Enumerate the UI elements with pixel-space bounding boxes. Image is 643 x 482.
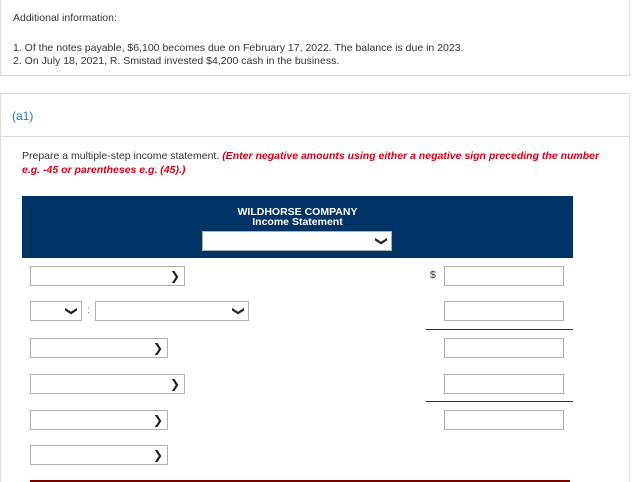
row-1-account-select[interactable]	[30, 266, 185, 286]
section-header	[0, 93, 630, 137]
company-name: WILDHORSE COMPANY	[237, 206, 358, 218]
row-5-account-select[interactable]	[30, 410, 168, 430]
chevron-right-icon: ❯	[152, 341, 163, 355]
row-2-account-select[interactable]	[95, 301, 249, 321]
chevron-down-icon: ❯	[64, 305, 79, 317]
instructions-note: (Enter negative amounts using either a negative sign preceding the number e.g. -45 or parentheses e.g. (45).)	[22, 150, 600, 176]
statement-period-select[interactable]	[202, 231, 392, 251]
instructions	[22, 149, 602, 177]
statement-title: Income Statement	[252, 216, 343, 228]
subtotal-rule	[426, 329, 573, 330]
currency-symbol: $	[430, 269, 436, 281]
row-3-account-select[interactable]	[30, 338, 168, 358]
row-5-amount-input[interactable]	[444, 410, 564, 430]
row-2-amount-input[interactable]	[444, 301, 564, 321]
instructions-text: Prepare a multiple-step income statement.	[22, 150, 220, 162]
row-2-prefix-select[interactable]	[30, 301, 82, 321]
section-label: (a1)	[12, 109, 34, 123]
colon-separator: :	[87, 305, 90, 316]
row-1-amount-input[interactable]	[444, 266, 564, 286]
row-3-amount-input[interactable]	[444, 338, 564, 358]
additional-information-panel	[0, 0, 630, 76]
row-4-account-select[interactable]	[30, 374, 185, 394]
row-6-account-select[interactable]	[30, 445, 168, 465]
chevron-right-icon: ❯	[152, 413, 163, 427]
chevron-down-icon: ❯	[231, 305, 246, 317]
additional-information-title: Additional information:	[13, 12, 117, 24]
info-item-1: 1. Of the notes payable, $6,100 becomes due on February 17, 2022. The balance is due in 2023.	[13, 42, 464, 54]
total-rule	[426, 401, 573, 402]
chevron-down-icon: ❯	[374, 235, 389, 247]
row-4-amount-input[interactable]	[444, 374, 564, 394]
chevron-right-icon: ❯	[152, 448, 163, 462]
info-item-2: 2. On July 18, 2021, R. Smistad invested $4,200 cash in the business.	[13, 55, 340, 67]
chevron-right-icon: ❯	[169, 377, 180, 391]
chevron-right-icon: ❯	[169, 269, 180, 283]
